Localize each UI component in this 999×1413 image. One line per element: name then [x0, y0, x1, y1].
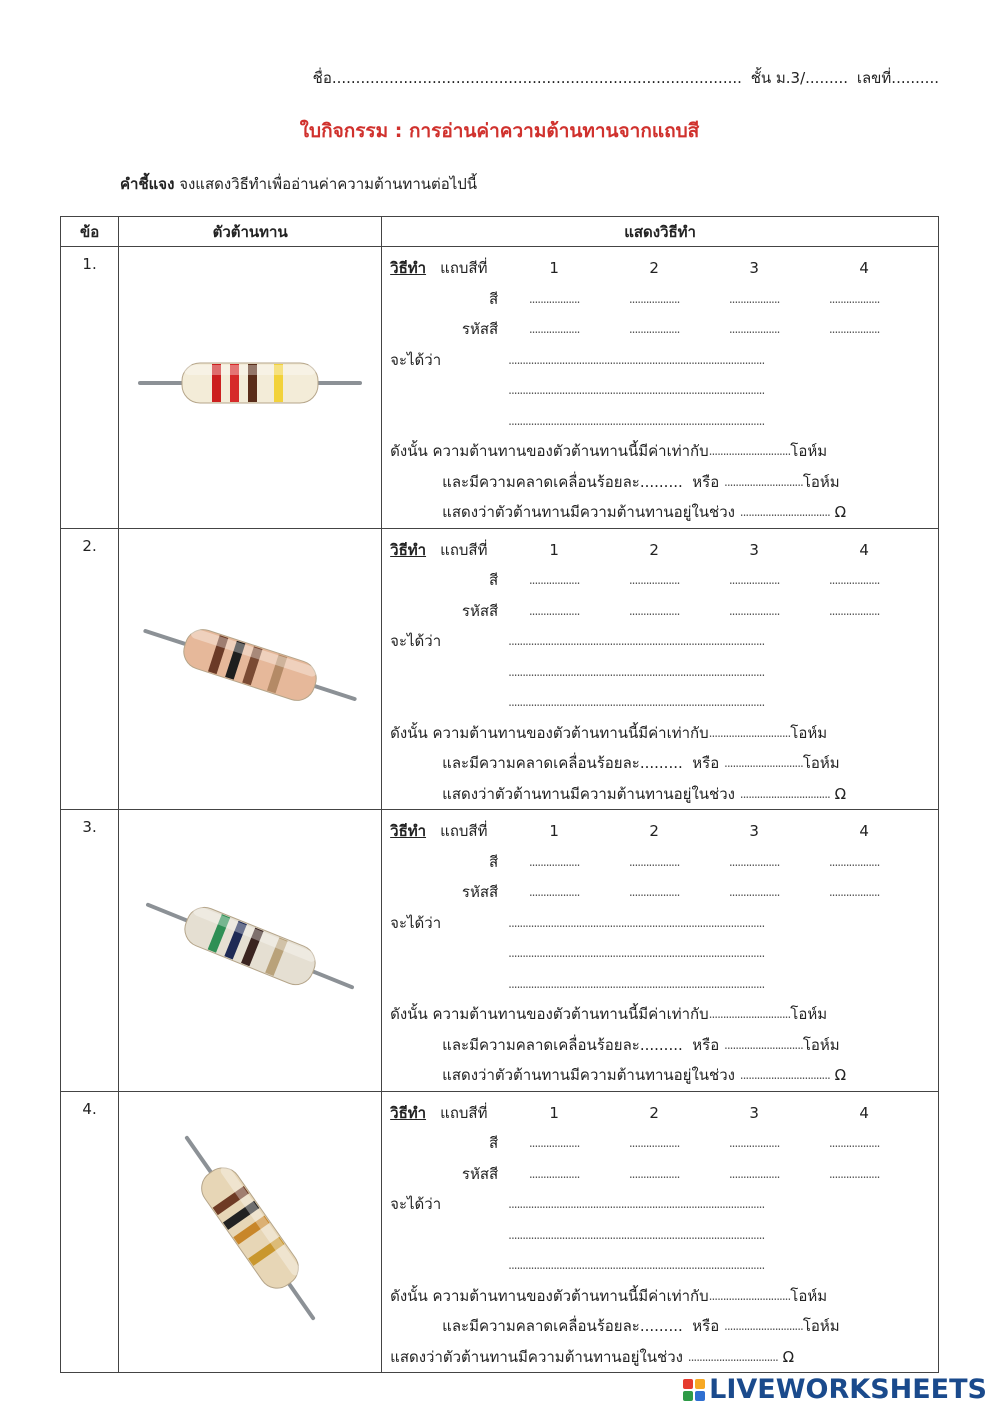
working-line-1[interactable]: ........................................................................................... [508, 1197, 765, 1212]
instruction-label: คำชี้แจง [120, 175, 175, 193]
color-blank-2[interactable]: .................. [628, 291, 680, 306]
color-blank-3[interactable]: .................. [728, 1136, 780, 1151]
ohm-label: โอห์ม [790, 1005, 828, 1024]
ohm-label: โอห์ม [790, 442, 828, 461]
header-method: แสดงวิธีทำ [382, 217, 939, 247]
omega-symbol: Ω [834, 784, 847, 803]
error-text[interactable]: และมีความคลาดเคลื่อนร้อยละ......... [442, 754, 683, 773]
code-label: รหัสสี [461, 320, 499, 339]
error-text[interactable]: และมีความคลาดเคลื่อนร้อยละ......... [442, 1317, 683, 1336]
code-blank-3[interactable]: .................. [728, 885, 780, 900]
resistor-cell [119, 810, 382, 1092]
gets-label: จะได้ว่า [390, 632, 442, 651]
code-blank-4[interactable]: .................. [828, 885, 880, 900]
range-blank[interactable]: ................................ [739, 1068, 830, 1083]
band-number-label: แถบสีที่ [440, 259, 488, 278]
band-number-4: 4 [859, 822, 869, 841]
item-number: 3. [61, 810, 119, 1092]
color-blank-1[interactable]: .................. [528, 854, 580, 869]
code-blank-3[interactable]: .................. [728, 1166, 780, 1181]
error-text[interactable]: และมีความคลาดเคลื่อนร้อยละ......... [442, 1035, 683, 1054]
resistance-text: ความต้านทานของตัวต้านทานนี้มีค่าเท่ากับ [432, 1005, 709, 1024]
working-line-1[interactable]: ........................................................................................... [508, 915, 765, 930]
color-blank-2[interactable]: .................. [628, 854, 680, 869]
resistance-blank[interactable]: ............................. [708, 1288, 791, 1303]
working-line-2[interactable]: ........................................................................................... [508, 946, 765, 961]
resistance-text: ความต้านทานของตัวต้านทานนี้มีค่าเท่ากับ [432, 442, 709, 461]
color-blank-4[interactable]: .................. [828, 573, 880, 588]
instruction-text: จงแสดงวิธีทำเพื่ออ่านค่าความต้านทานต่อไปนี้ [174, 175, 478, 193]
worksheet-title: ใบกิจกรรม : การอ่านค่าความต้านทานจากแถบสี [299, 120, 700, 142]
code-blank-2[interactable]: .................. [628, 1166, 680, 1181]
band-number-3: 3 [749, 1103, 759, 1122]
code-blank-4[interactable]: .................. [828, 1166, 880, 1181]
color-label: สี [489, 571, 499, 590]
tolerance-blank[interactable]: ............................ [724, 756, 803, 771]
or-label: หรือ [692, 1317, 720, 1336]
gets-label: จะได้ว่า [390, 1195, 442, 1214]
tolerance-blank[interactable]: ............................ [724, 1319, 803, 1334]
resistance-blank[interactable]: ............................. [708, 444, 791, 459]
method-label: วิธีทำ [390, 259, 427, 278]
color-blank-1[interactable]: .................. [528, 291, 580, 306]
color-blank-3[interactable]: .................. [728, 573, 780, 588]
band-number-2: 2 [649, 540, 659, 559]
code-blank-2[interactable]: .................. [628, 603, 680, 618]
method-cell [382, 528, 939, 810]
band-number-2: 2 [649, 259, 659, 278]
table-row [61, 247, 939, 529]
table-row [61, 1091, 939, 1373]
band-number-4: 4 [859, 1103, 869, 1122]
error-text[interactable]: และมีความคลาดเคลื่อนร้อยละ......... [442, 472, 683, 491]
resistor-image [119, 529, 381, 801]
resistance-text: ความต้านทานของตัวต้านทานนี้มีค่าเท่ากับ [432, 1286, 709, 1305]
ohm-label: โอห์ม [790, 723, 828, 742]
color-blank-4[interactable]: .................. [828, 854, 880, 869]
number-field[interactable]: เลขที่.......... [856, 69, 939, 87]
or-label: หรือ [692, 1035, 720, 1054]
code-blank-2[interactable]: .................. [628, 885, 680, 900]
method-cell [382, 810, 939, 1092]
working-line-1[interactable]: ........................................................................................... [508, 352, 765, 367]
tolerance-blank[interactable]: ............................ [724, 474, 803, 489]
range-text: แสดงว่าตัวต้านทานมีความต้านทานอยู่ในช่วง [442, 1066, 735, 1085]
code-blank-4[interactable]: .................. [828, 322, 880, 337]
working-line-3[interactable]: ........................................................................................... [508, 695, 765, 710]
color-label: สี [489, 289, 499, 308]
so-label: ดังนั้น [390, 1005, 428, 1024]
method-cell [382, 247, 939, 529]
worksheet-table [60, 216, 939, 1373]
code-blank-1[interactable]: .................. [528, 1166, 580, 1181]
range-blank[interactable]: ................................ [687, 1349, 778, 1364]
resistance-blank[interactable]: ............................. [708, 1007, 791, 1022]
band-number-4: 4 [859, 259, 869, 278]
liveworksheets-logo [683, 1374, 987, 1405]
resistor-cell [119, 247, 382, 529]
resistance-text: ความต้านทานของตัวต้านทานนี้มีค่าเท่ากับ [432, 723, 709, 742]
method-label: วิธีทำ [390, 1103, 427, 1122]
ohm-label: โอห์ม [802, 1035, 840, 1054]
tolerance-blank[interactable]: ............................ [724, 1037, 803, 1052]
code-blank-1[interactable]: .................. [528, 322, 580, 337]
color-label: สี [489, 852, 499, 871]
header-resistor: ตัวต้านทาน [119, 217, 382, 247]
header-item: ข้อ [61, 217, 119, 247]
grade-field[interactable]: ชั้น ม.3/......... [750, 69, 849, 87]
liveworksheets-icon [683, 1379, 705, 1401]
method-label: วิธีทำ [390, 540, 427, 559]
name-field[interactable]: ชื่อ...................................................................................... [312, 69, 742, 87]
working-line-2[interactable]: ........................................................................................... [508, 1227, 765, 1242]
item-number: 4. [61, 1091, 119, 1373]
band-number-3: 3 [749, 259, 759, 278]
instruction [120, 172, 477, 196]
item-number: 1. [61, 247, 119, 529]
band-number-3: 3 [749, 822, 759, 841]
range-text: แสดงว่าตัวต้านทานมีความต้านทานอยู่ในช่วง [390, 1347, 683, 1366]
resistor-cell [119, 1091, 382, 1373]
working-line-2[interactable]: ........................................................................................... [508, 383, 765, 398]
so-label: ดังนั้น [390, 442, 428, 461]
code-label: รหัสสี [461, 601, 499, 620]
liveworksheets-text: LIVEWORKSHEETS [709, 1374, 987, 1405]
working-line-1[interactable]: ........................................................................................... [508, 634, 765, 649]
code-blank-4[interactable]: .................. [828, 603, 880, 618]
band-number-1: 1 [549, 822, 559, 841]
color-blank-4[interactable]: .................. [828, 291, 880, 306]
code-blank-3[interactable]: .................. [728, 603, 780, 618]
omega-symbol: Ω [834, 1066, 847, 1085]
color-label: สี [489, 1134, 499, 1153]
color-blank-1[interactable]: .................. [528, 1136, 580, 1151]
color-blank-2[interactable]: .................. [628, 1136, 680, 1151]
range-text: แสดงว่าตัวต้านทานมีความต้านทานอยู่ในช่วง [442, 784, 735, 803]
omega-symbol: Ω [834, 503, 847, 522]
resistor-cell [119, 528, 382, 810]
band-number-2: 2 [649, 822, 659, 841]
or-label: หรือ [692, 472, 720, 491]
resistor-image [119, 810, 381, 1082]
ohm-label: โอห์ม [802, 1317, 840, 1336]
band-number-1: 1 [549, 540, 559, 559]
working-line-2[interactable]: ........................................................................................... [508, 664, 765, 679]
code-label: รหัสสี [461, 1164, 499, 1183]
working-line-3[interactable]: ........................................................................................... [508, 1258, 765, 1273]
band-number-3: 3 [749, 540, 759, 559]
band-number-label: แถบสีที่ [440, 1103, 488, 1122]
method-cell [382, 1091, 939, 1373]
color-blank-3[interactable]: .................. [728, 854, 780, 869]
resistor-image [119, 247, 381, 519]
omega-symbol: Ω [782, 1347, 795, 1366]
code-blank-2[interactable]: .................. [628, 322, 680, 337]
code-blank-1[interactable]: .................. [528, 603, 580, 618]
code-blank-3[interactable]: .................. [728, 322, 780, 337]
band-number-1: 1 [549, 1103, 559, 1122]
table-row [61, 528, 939, 810]
color-blank-1[interactable]: .................. [528, 573, 580, 588]
color-blank-4[interactable]: .................. [828, 1136, 880, 1151]
table-row [61, 810, 939, 1092]
gets-label: จะได้ว่า [390, 913, 442, 932]
student-info-line [309, 66, 939, 90]
range-blank[interactable]: ................................ [739, 505, 830, 520]
color-blank-2[interactable]: .................. [628, 573, 680, 588]
code-blank-1[interactable]: .................. [528, 885, 580, 900]
band-number-label: แถบสีที่ [440, 540, 488, 559]
working-line-3[interactable]: ........................................................................................... [508, 976, 765, 991]
code-label: รหัสสี [461, 883, 499, 902]
resistor-image [119, 1092, 381, 1364]
or-label: หรือ [692, 754, 720, 773]
band-number-4: 4 [859, 540, 869, 559]
band-number-2: 2 [649, 1103, 659, 1122]
band-number-label: แถบสีที่ [440, 822, 488, 841]
working-line-3[interactable]: ........................................................................................... [508, 413, 765, 428]
method-label: วิธีทำ [390, 822, 427, 841]
so-label: ดังนั้น [390, 1286, 428, 1305]
ohm-label: โอห์ม [790, 1286, 828, 1305]
band-number-1: 1 [549, 259, 559, 278]
ohm-label: โอห์ม [802, 472, 840, 491]
resistance-blank[interactable]: ............................. [708, 725, 791, 740]
gets-label: จะได้ว่า [390, 350, 442, 369]
range-blank[interactable]: ................................ [739, 786, 830, 801]
item-number: 2. [61, 528, 119, 810]
so-label: ดังนั้น [390, 723, 428, 742]
range-text: แสดงว่าตัวต้านทานมีความต้านทานอยู่ในช่วง [442, 503, 735, 522]
ohm-label: โอห์ม [802, 754, 840, 773]
color-blank-3[interactable]: .................. [728, 291, 780, 306]
